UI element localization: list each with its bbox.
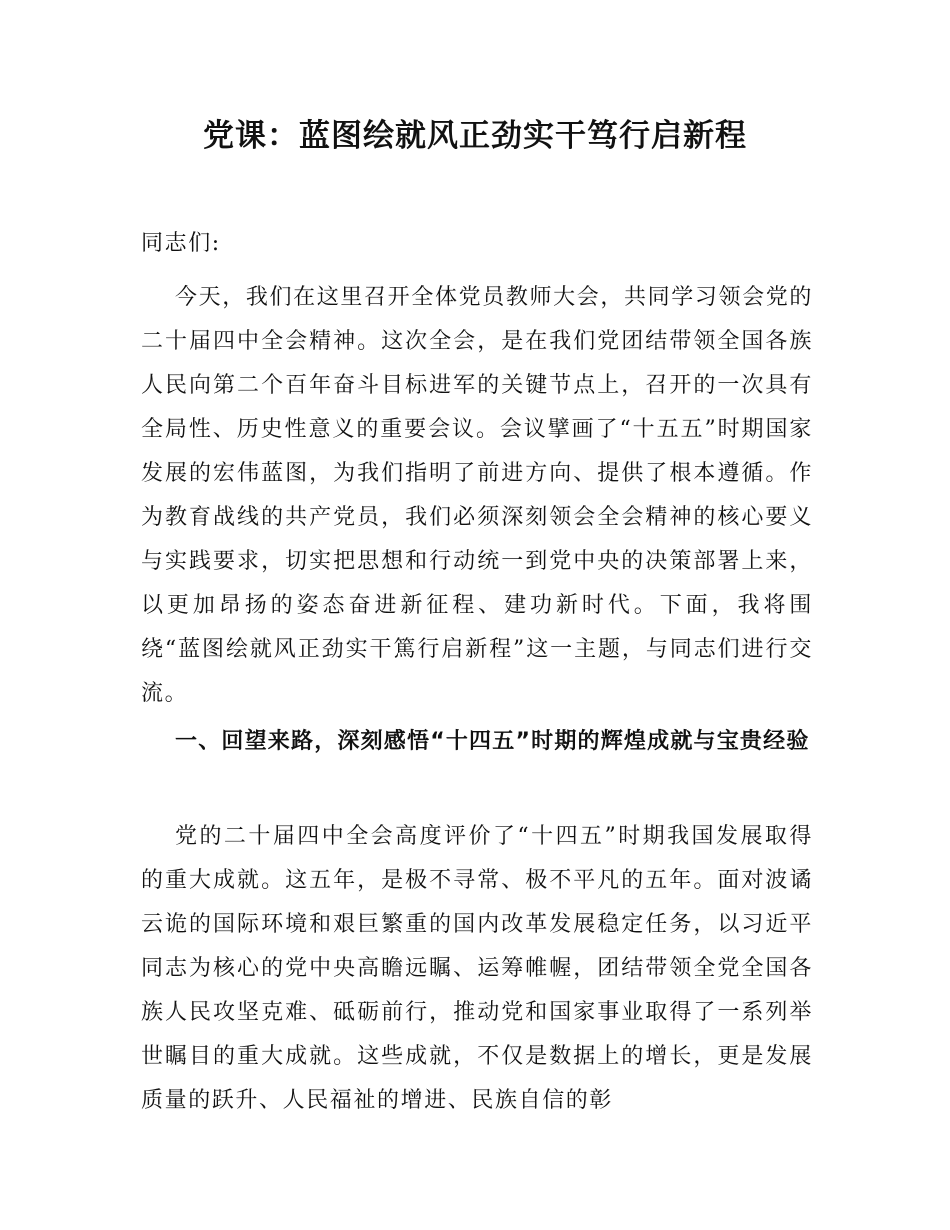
document-title: 党课：蓝图绘就风正劲实干笃行启新程 bbox=[203, 118, 747, 154]
section-heading-1: 一、回望来路，深刻感悟“十四五”时期的辉煌成就与宝贵经验 bbox=[175, 729, 810, 754]
salutation: 同志们: bbox=[141, 231, 221, 256]
intro-paragraph: 今天，我们在这里召开全体党员教师大会，共同学习领会党的二十届四中全会精神。这次全会，是在我们党团结带领全国各族人民向第二个百年奋斗目标进军的关键节点上，召开的一次具有全局性、历史性意义的重要会议。会议擘画了“十五五”时期国家发展的宏伟蓝图，为我们指明了前进方向、提供了根本遵循。作为教育战线的共产党员，我们必须深刻领会全会精神的核心要义与实践要求，切实把思想和行动统一到党中央的决策部署上来，以更加昂扬的姿态奋进新征程、建功新时代。下面，我将围绕“蓝图绘就风正劲实干篤行启新程”这一主题，与同志们进行交流。 bbox=[141, 285, 813, 706]
section-1-paragraph: 党的二十届四中全会高度评价了“十四五”时期我国发展取得的重大成就。这五年，是极不寻常、极不平凡的五年。面对波谲云诡的国际环境和艰巨繁重的国内改革发展稳定任务，以习近平同志为核心的党中央高瞻远瞩、运筹帷幄，团结带领全党全国各族人民攻坚克难、砥砺前行，推动党和国家事业取得了一系列举世瞩目的重大成就。这些成就，不仅是数据上的增长，更是发展质量的跃升、人民福祉的增进、民族自信的彰 bbox=[141, 824, 813, 1113]
